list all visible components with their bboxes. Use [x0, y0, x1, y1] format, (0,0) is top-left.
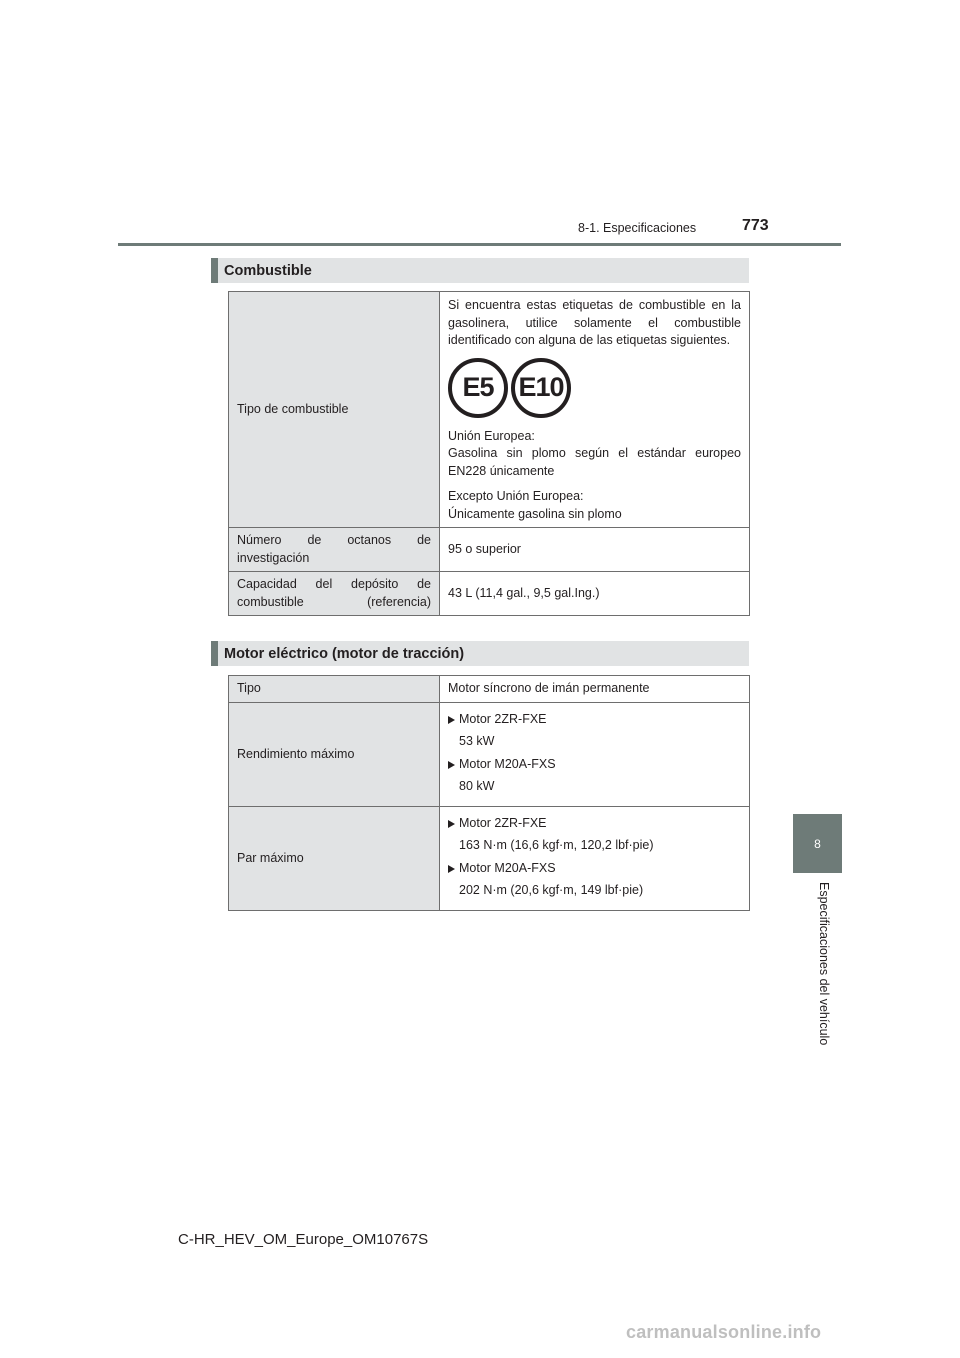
fuel-label-e5-text: E5 — [462, 371, 494, 402]
chapter-tab[interactable] — [793, 814, 842, 873]
watermark: carmanualsonline.info — [626, 1322, 822, 1342]
tank-value: 43 L (11,4 gal., 9,5 gal.Ing.) — [440, 572, 750, 616]
list-item — [448, 815, 741, 833]
fuel-label-e10-text: E10 — [518, 371, 564, 402]
list-item — [448, 860, 741, 878]
engine-name: Motor 2ZR-FXE — [459, 816, 547, 830]
tank-label: Capacidad del depósito de combustible (referencia) — [229, 572, 440, 616]
fuel-labels — [448, 358, 741, 418]
engine-name: Motor 2ZR-FXE — [459, 712, 547, 726]
chapter-label: Especificaciones del vehículo — [817, 882, 831, 1046]
max-torque-label: Par máximo — [229, 807, 440, 911]
output-value: 53 kW — [459, 733, 495, 748]
list-item — [448, 756, 741, 774]
eu-heading: Unión Europea: — [448, 428, 535, 443]
list-item — [448, 711, 741, 729]
octane-label: Número de octanos de investigación — [229, 528, 440, 572]
bullet-arrow-icon — [448, 865, 455, 873]
fuel-type-value — [440, 292, 750, 528]
motor-type-value: Motor síncrono de imán permanente — [440, 676, 750, 703]
page-number: 773 — [742, 217, 769, 234]
max-torque-value — [440, 807, 750, 911]
max-output-value — [440, 703, 750, 807]
torque-value: 202 N·m (20,6 kgf·m, 149 lbf·pie) — [459, 882, 644, 897]
fuel-type-label: Tipo de combustible — [229, 292, 440, 528]
document-code: C-HR_HEV_OM_Europe_OM10767S — [178, 1231, 429, 1248]
engine-name: Motor M20A-FXS — [459, 861, 556, 875]
fuel-spec-table — [228, 291, 750, 616]
motor-section-title: Motor eléctrico (motor de tracción) — [224, 645, 465, 662]
motor-type-label: Tipo — [229, 676, 440, 703]
motor-section-heading — [211, 641, 749, 666]
engine-name: Motor M20A-FXS — [459, 757, 556, 771]
fuel-type-intro: Si encuentra estas etiquetas de combustible en la gasolinera, utilice solamente el combustible identificado con alguna de las etiquetas siguientes. — [448, 298, 741, 347]
section-title: 8-1. Especificaciones — [578, 221, 697, 235]
table-row — [229, 703, 750, 807]
eu-text: Gasolina sin plomo según el estándar europeo EN228 únicamente — [448, 446, 741, 478]
bullet-arrow-icon — [448, 716, 455, 724]
octane-value: 95 o superior — [440, 528, 750, 572]
header-divider — [118, 243, 841, 246]
max-output-label: Rendimiento máximo — [229, 703, 440, 807]
non-eu-text: Únicamente gasolina sin plomo — [448, 506, 622, 521]
table-row — [229, 528, 750, 572]
table-row — [229, 676, 750, 703]
fuel-section-heading — [211, 258, 749, 283]
output-value: 80 kW — [459, 778, 495, 793]
table-row — [229, 807, 750, 911]
bullet-arrow-icon — [448, 820, 455, 828]
fuel-label-e10-icon — [511, 358, 571, 418]
chapter-number: 8 — [814, 836, 821, 851]
motor-spec-table — [228, 675, 750, 911]
bullet-arrow-icon — [448, 761, 455, 769]
fuel-label-e5-icon — [448, 358, 508, 418]
table-row — [229, 572, 750, 616]
non-eu-heading: Excepto Unión Europea: — [448, 489, 584, 503]
torque-value: 163 N·m (16,6 kgf·m, 120,2 lbf·pie) — [459, 837, 654, 852]
table-row — [229, 292, 750, 528]
fuel-section-title: Combustible — [224, 262, 312, 279]
